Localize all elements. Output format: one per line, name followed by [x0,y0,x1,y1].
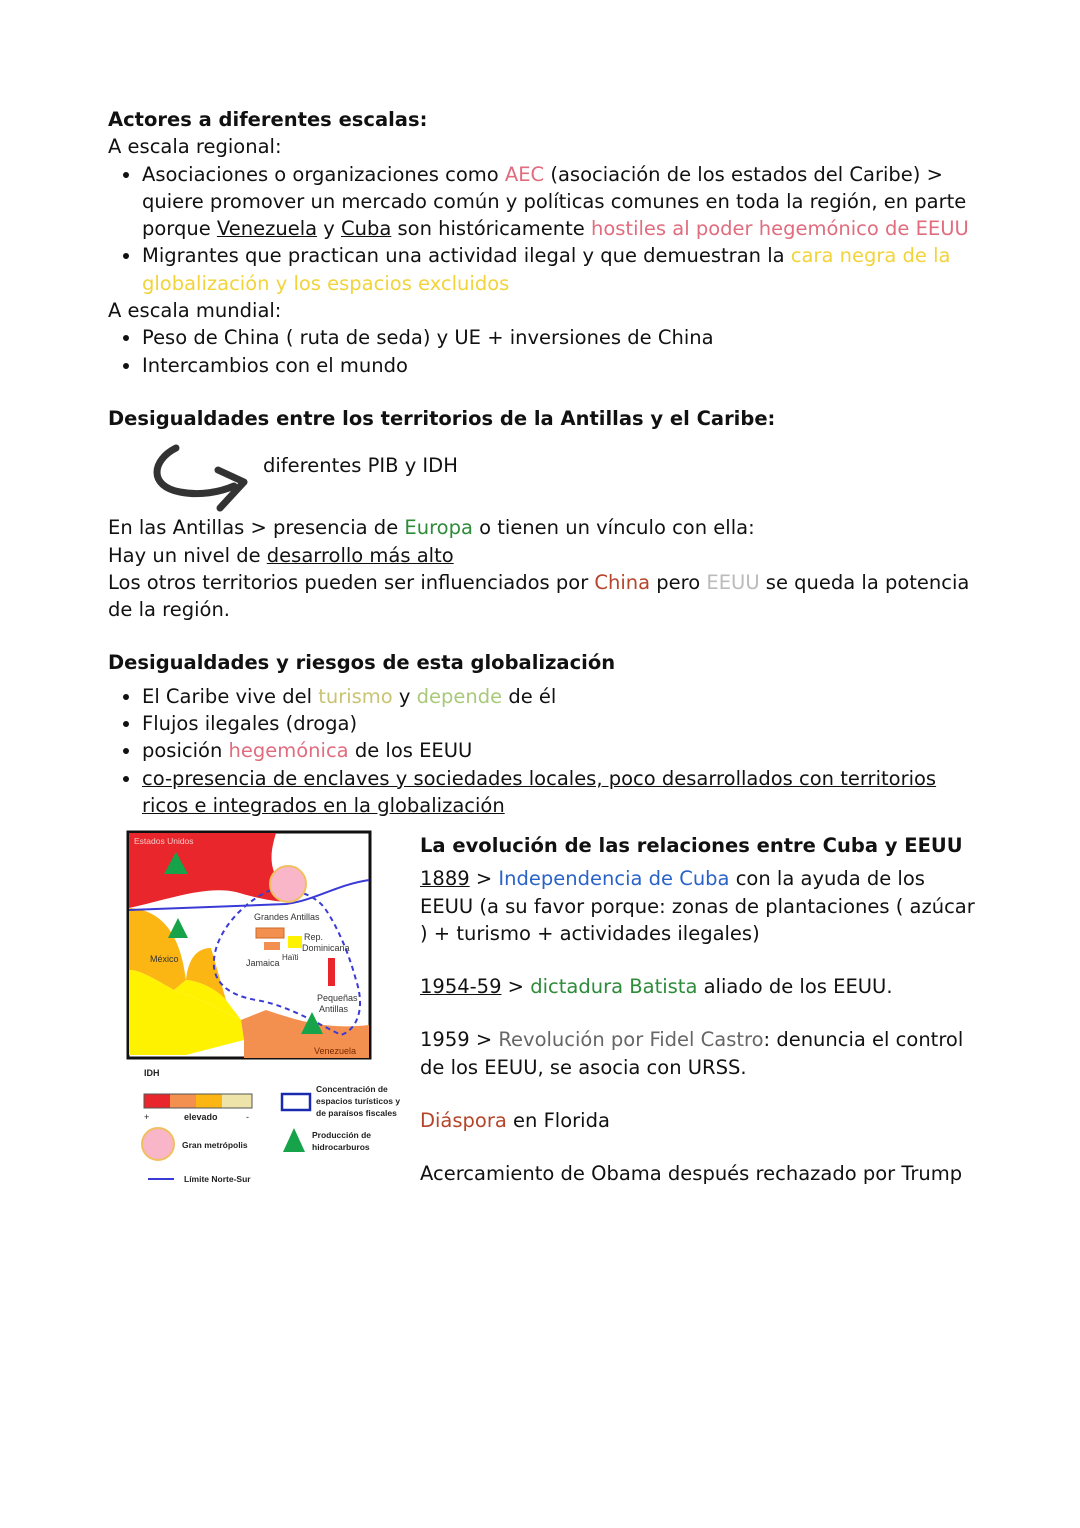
legend-swatch-red [144,1094,170,1108]
text: Los otros territorios pueden ser influenciados por [108,570,595,594]
highlight-depende: depende [416,684,503,708]
legend-metropolis: Gran metrópolis [182,1140,248,1150]
list-item [142,765,988,820]
label-venezuela: Venezuela [314,1046,357,1056]
highlight-diaspora: Diáspora [420,1109,507,1133]
text: En las Antillas > presencia de [108,516,405,540]
list-item [142,683,988,710]
highlight-europa: Europa [404,516,473,540]
caribbean-map [126,830,416,1190]
text: : denuncia el control de los EEUU, se asocia con URSS. [420,1028,964,1079]
legend-prod-1: Producción de [312,1130,372,1140]
highlight-batista: dictadura Batista [530,975,698,999]
highlight-independencia: Independencia de Cuba [498,867,730,891]
text: > [501,975,531,999]
label-jamaica: Jamaica [246,958,280,968]
label-rep: Rep. [304,932,324,942]
cuba-island [256,928,284,938]
list-item: • Peso de China ( ruta de seda) y UE + inversiones de China [142,324,988,351]
text: de los EEUU [348,739,473,763]
section-title-actores: Actores a diferentes escalas: [108,108,428,131]
text: en Florida [506,1109,610,1133]
legend-idh: IDH [144,1068,160,1078]
section-title-riesgos: Desigualdades y riesgos de esta globalización [108,651,616,675]
underlined-desarrollo: desarrollo más alto [266,543,454,567]
cuba-section [108,826,988,1206]
year-1889: 1889 [420,867,470,891]
text: Hay un nivel de [108,543,267,567]
paragraph [420,1026,980,1081]
legend-conc-3: de paraísos fiscales [316,1108,397,1118]
legend-elevado: elevado [184,1112,218,1122]
paragraph [420,1107,980,1134]
paragraph [420,973,980,1000]
text: 1959 > [420,1028,499,1052]
list-riesgos [108,683,988,819]
legend-hydrocarbon-icon [283,1128,305,1152]
cuba-text-column [420,832,980,1188]
paragraph [108,514,988,541]
highlight-cara-negra: cara negra de la globalización y los espacios excluidos [142,244,951,295]
pequenas-island [328,958,335,986]
list-regional [108,161,988,297]
section-title-desigualdades: Desigualdades entre los territorios de la Antillas y el Caribe: [108,406,776,430]
list-mundial [108,324,988,379]
label-escala-mundial: A escala mundial: [108,299,282,323]
highlight-revolucion: Revolución por Fidel Castro [498,1028,764,1052]
label-grandes: Grandes Antillas [254,912,320,922]
label-haiti: Haïti [282,953,299,962]
list-item [142,242,988,297]
highlight-aec: AEC [504,162,545,186]
paragraph [420,865,980,947]
text: o tienen un vínculo con ella: [472,516,755,540]
paragraph [108,542,988,569]
paragraph: Acercamiento de Obama después rechazado por Trump [420,1162,963,1186]
underlined-venezuela: Venezuela [216,217,318,241]
legend-prod-2: hidrocarburos [312,1142,370,1152]
document-body [108,106,988,819]
label-usa: Estados Unidos [134,836,194,846]
legend-concentration-icon [282,1094,310,1110]
highlight-china: China [594,570,651,594]
list-item [142,161,988,243]
arrow-text: diferentes PIB y IDH [263,454,458,478]
legend-swatch-orange [170,1094,196,1108]
year-1954-59: 1954-59 [420,975,502,999]
haiti-island [288,936,302,948]
jamaica-island [264,942,280,950]
text: El Caribe vive del [142,684,319,708]
legend-plus: + [144,1112,150,1122]
text: aliado de los EEUU. [697,975,893,999]
arrow-row [108,432,988,514]
list-item: • Intercambios con el mundo [142,352,988,379]
legend-minus: - [246,1112,249,1122]
text: y [317,217,341,241]
text: posición [142,739,229,763]
highlight-hostiles: hostiles al poder hegemónico de EEUU [590,217,969,241]
label-dominicana: Dominicana [302,943,350,953]
underlined-copresencia: co-presencia de enclaves y sociedades locales, poco desarrollados con territorios ricos e integrados en la globalización [142,766,937,817]
text: pero [650,570,707,594]
text: Asociaciones o organizaciones como [142,162,505,186]
text: Migrantes que practican una actividad ilegal y que demuestran la [142,244,791,268]
highlight-turismo: turismo [318,684,393,708]
section-title-cuba: La evolución de las relaciones entre Cuba y EEUU [420,834,963,857]
paragraph [108,569,988,624]
highlight-eeuu: EEUU [706,570,760,594]
legend-swatch-pale [222,1094,252,1108]
underlined-cuba: Cuba [341,217,392,241]
legend-metropolis-icon [142,1128,174,1160]
text: se queda la potencia de la región. [108,570,970,622]
metropolis-marker [270,866,306,902]
text: y [392,684,417,708]
curved-arrow-icon [150,442,260,514]
label-escala-regional: A escala regional: [108,135,282,159]
legend-swatch-amber [196,1094,222,1108]
label-pequenas-1: Pequeñas [317,993,358,1003]
legend-conc-1: Concentración de [316,1084,388,1094]
label-pequenas-2: Antillas [319,1004,349,1014]
text: de él [502,684,557,708]
highlight-hegemonica: hegemónica [228,739,349,763]
text: con la ayuda de los EEUU (a su favor porque: zonas de plantaciones ( azúcar ) + turismo + actividades ilegales) [420,867,975,945]
list-item [142,737,988,764]
text: son históricamente [391,217,591,241]
legend-limite: Límite Norte-Sur [184,1174,251,1184]
text: > [469,867,499,891]
text: (asociación de los estados del Caribe) > quiere promover un mercado común y políticas comunes en toda la región, en parte porque [142,162,967,241]
list-item: • Flujos ilegales (droga) [142,710,988,737]
label-mexico: México [150,954,179,964]
legend-conc-2: espacios turísticos y [316,1096,401,1106]
